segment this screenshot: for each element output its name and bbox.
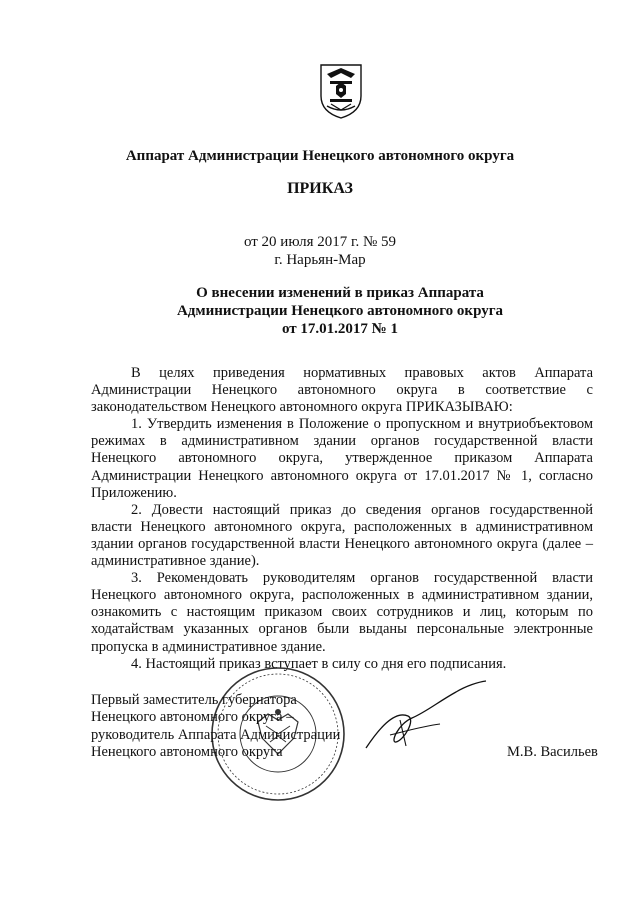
- title-line: от 17.01.2017 № 1: [282, 321, 398, 337]
- title-line: О внесении изменений в приказ Аппарата: [196, 285, 484, 301]
- order-item: 2. Довести настоящий приказ до сведения органов государственной власти Ненецкого автономного округа, расположенных в административном здании органов государственной власти Ненецкого автономного округа (далее – административное здание).: [91, 501, 593, 570]
- position-line: Ненецкого автономного округа: [91, 744, 283, 761]
- order-item: 1. Утвердить изменения в Положение о пропускном и внутриобъектовом режимах в административном здании органов государственной власти Ненецкого автономного округа, утвержденное приказом Аппарата Администрации Ненецкого автономного округа от 17.01.2017 № 1, согласно Приложению.: [91, 416, 593, 501]
- signer-name: М.В. Васильев: [507, 744, 598, 760]
- signatory-position: [91, 692, 340, 762]
- city: г. Нарьян-Мар: [274, 252, 366, 268]
- coat-of-arms-icon: [318, 62, 364, 120]
- document-title: [140, 284, 540, 338]
- position-line: руководитель Аппарата Администрации: [91, 726, 341, 743]
- date-number: от 20 июля 2017 г. № 59: [243, 234, 397, 250]
- order-item: 3. Рекомендовать руководителям органов государственной власти Ненецкого автономного округа, расположенных в административном здании, ознакомить с настоящим приказом своих сотрудников и лиц, которым по ходатайствам указанных органов были выданы персональные электронные пропуска в административное здание.: [91, 570, 593, 655]
- organization-name: Аппарат Администрации Ненецкого автономного округа: [125, 148, 515, 164]
- position-line: Ненецкого автономного округа –: [91, 709, 294, 726]
- handwritten-signature: [360, 680, 490, 755]
- preamble-paragraph: В целях приведения нормативных правовых актов Аппарата Администрации Ненецкого автономного округа в соответствие с законодательством Ненецкого автономного округа ПРИКАЗЫВАЮ:: [91, 365, 593, 416]
- position-line: Первый заместитель губернатора: [91, 692, 297, 708]
- order-item: 4. Настоящий приказ вступает в силу со дня его подписания.: [131, 655, 507, 672]
- date-block: [0, 233, 640, 269]
- document-type: ПРИКАЗ: [287, 180, 353, 197]
- document-body: [91, 365, 593, 673]
- title-line: Администрации Ненецкого автономного округа: [176, 303, 504, 319]
